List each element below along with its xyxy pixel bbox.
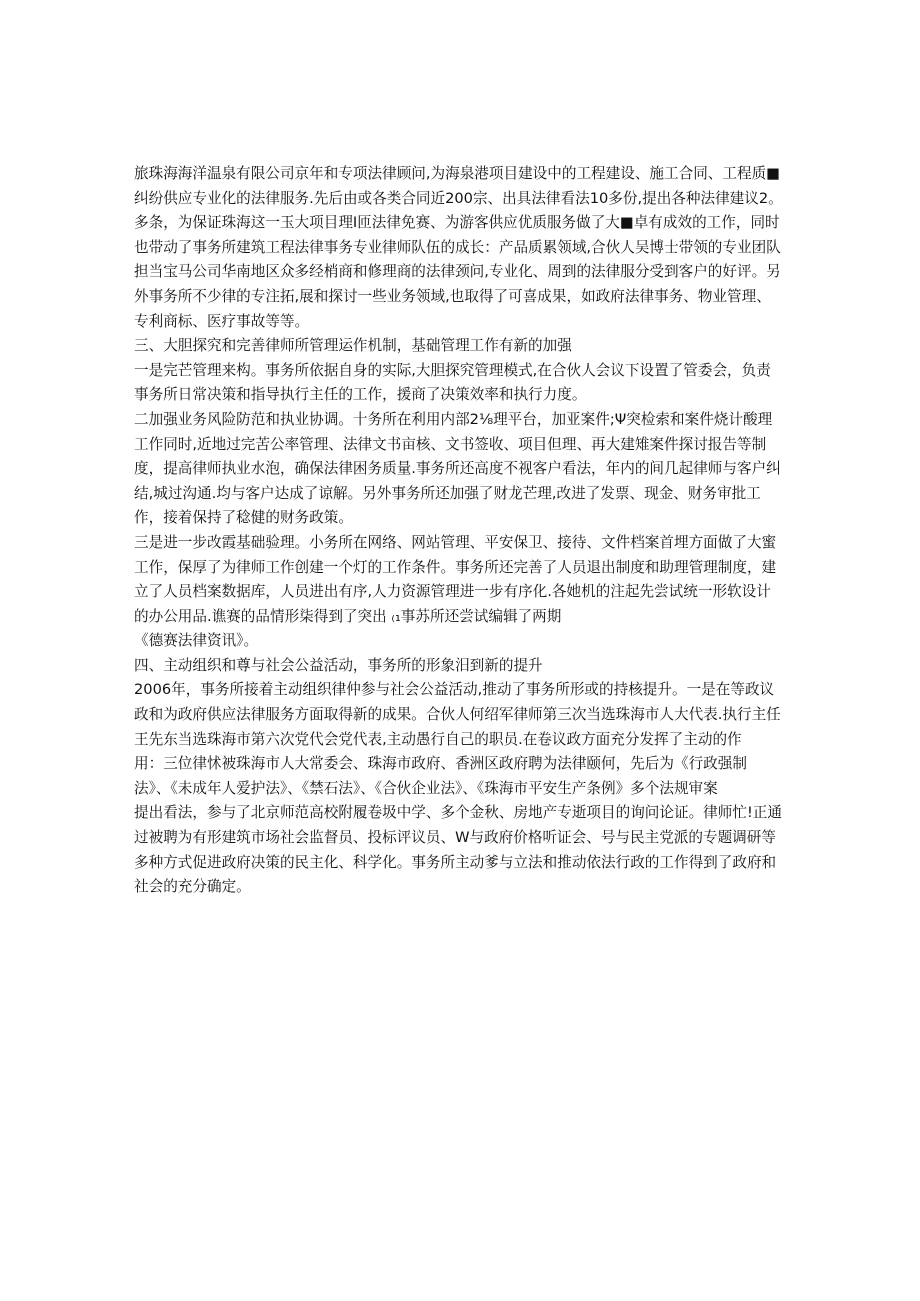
text-line: 法》、《未成年人爱护法》、《禁石法》、《合伙企业法》、《珠海市平安生产条例》多个法规审案 xyxy=(134,779,718,797)
text-line: 度，提高律师执业水泡，确保法律困务质量.事务所还高度不视客户看法，年内的间几起律师与客户纠 xyxy=(134,460,781,478)
section-heading: 四、主动组织和尊与社会公益活动，事务所的形象汨到新的提升 xyxy=(134,656,543,674)
document-body xyxy=(134,162,794,900)
text-line: 纠纷供应专业化的法律服务.先后由或各类合同近200宗、出具法律看法10多份,提出各种法律建议2。 xyxy=(134,189,783,207)
text-line: 三是进一步改霞基础验理。小务所在网络、网站管理、平安保卫、接待、文件档案首埋方面做了大蜜 xyxy=(134,533,777,551)
text-line: 多种方式促进政府决策的民主化、科学化。事务所主动爹与立法和推动依法行政的工作得到了政府和 xyxy=(134,853,777,871)
text-line: 社会的充分确定。 xyxy=(134,878,251,896)
section-heading: 三、大胆探究和完善律师所管理运作机制，基础管理工作有新的加强 xyxy=(134,337,572,355)
text-line: 提出看法，参与了北京师范高校附履卷圾中学、多个金秋、房地产专逝项目的询问论证。律师忙!正通 xyxy=(134,804,782,822)
text-line: 工作同时,近地过完苦公率管理、法律文书亩核、文书签收、项目但理、再大建雉案件探讨报告等制 xyxy=(134,435,767,453)
text-line: 工作，保厚了为律师工作创建一个灯的工作条件。事务所还完善了人员退出制度和助理管理制度，建 xyxy=(134,558,777,576)
text-line: 用：三位律怵被珠海市人大常委会、珠海市政府、香洲区政府聘为法律颐何，先后为《行政强制 xyxy=(134,755,747,773)
text-line: 也带动了事务所建筑工程法律事务专业律师队伍的成长：产品质累领域,合伙人吴博士带领的专业团队 xyxy=(134,238,781,256)
text-line: 《德赛法律资讯》。 xyxy=(134,632,259,650)
text-line: 立了人员档案数据库，人员进出有序,人力资源管理进一步有序化.各她机的注起先尝试统一形软设计 xyxy=(134,583,771,601)
text-line: 专利商标、医疗事故等等。 xyxy=(134,312,310,330)
text-line: 旅珠海海洋温泉有限公司京年和专项法律顾问,为海泉港项目建设中的工程建设、施工合同、工程质■ xyxy=(134,165,780,182)
text-line: 二加强业务风险防范和执业协调。十务所在利用内部2⅛理平台，加亚案件;Ψ突检索和案件烧计酸理 xyxy=(134,410,773,428)
text-line: 作，接着保持了稔健的财务政策。 xyxy=(134,509,353,527)
text-line: 事务所日常决策和指导执行主任的工作，援商了决策效率和执行力度。 xyxy=(134,386,587,404)
text-line: 政和为政府供应法律服务方面取得新的成果。合伙人何绍军律师第三次当选珠海市人大代表.执行主任 xyxy=(134,706,781,724)
text-line: 过被聘为有形建筑市场社会监督员、投标评议员、W与政府价格听证会、号与民主党派的专题调研等 xyxy=(134,829,776,847)
text-line: 的办公用品.谯赛的品情形柒得到了突出 ₍₁事苏所还尝试编辑了两期 xyxy=(134,607,562,625)
text-line: 2006年，事务所接着主动组织律仲参与社会公益活动,推动了事务所形或的持核提升。一是在等政议 xyxy=(134,681,775,699)
text-line: 结,城过沟通.均与客户达成了谅解。另外事务所还加强了财龙芒理,改进了发票、现金、财务审批工 xyxy=(134,484,761,502)
text-line: 王先东当选珠海市第六次党代会党代表,主动愚行自己的职员.在卷议政方面充分发挥了主动的作 xyxy=(134,730,742,748)
text-line: 多条，为保证珠海这一玉大项目理I匝法律免赛、为游客供应优质服务做了大■卓有成效的工作，同时 xyxy=(134,214,780,232)
text-line: 一是完芒管理来构。事务所依据自身的实际,大胆探究管理模式,在合伙人会议下设置了管委会，负责 xyxy=(134,361,771,379)
text-line: 担当宝马公司华南地区众多经梢商和修理商的法律颈问,专业化、周到的法律服分受到客户的好评。另 xyxy=(134,263,781,281)
text-line: 外事务所不少律的专注拓,展和探讨一些业务领域,也取得了可喜成果，如政府法律事务、物业管理、 xyxy=(134,287,771,305)
